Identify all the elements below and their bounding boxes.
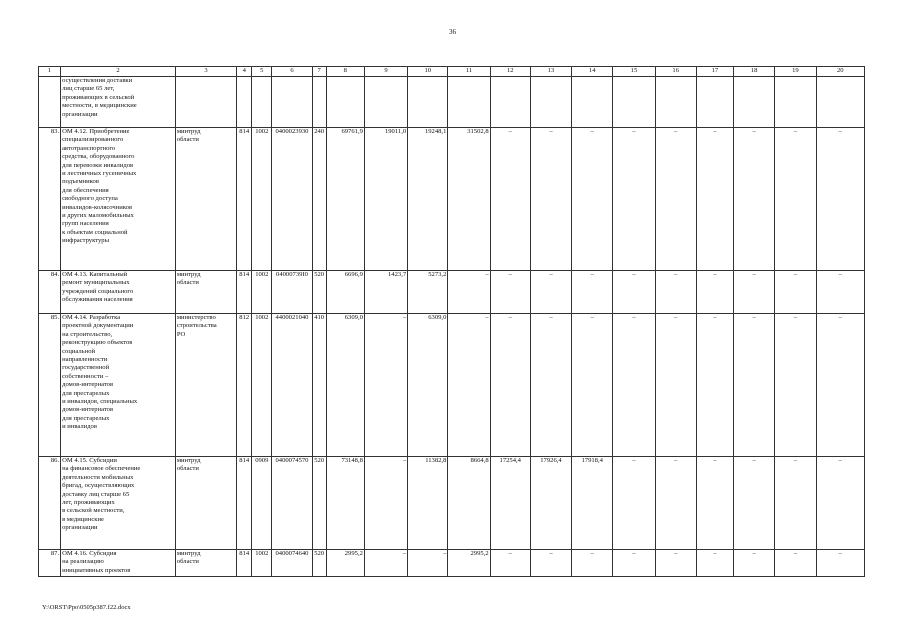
table-cell: – <box>613 271 655 314</box>
table-cell: 814 <box>237 457 252 550</box>
table-cell: – <box>490 550 530 577</box>
table-cell: – <box>408 550 448 577</box>
table-cell: – <box>816 457 865 550</box>
table-cell: 6309,0 <box>408 314 448 457</box>
table-cell: 0400023930 <box>272 128 312 271</box>
header-cell: 16 <box>655 67 696 77</box>
table-cell <box>272 77 312 128</box>
table-row <box>39 77 865 128</box>
table-cell: – <box>530 271 571 314</box>
row-description-cell: ОМ 4.12. Приобретение специализированного автотранспортного средства, оборудованного для перевозки инвалидов и лестничных гусеничных подъемников для обеспечения свободного доступа инвалидов-колясочников и других маломобильных групп населения к объектам социальной инфраструктуры <box>61 128 176 271</box>
header-cell: 11 <box>448 67 490 77</box>
table-cell: – <box>613 550 655 577</box>
budget-table <box>38 66 865 577</box>
table-cell <box>530 77 571 128</box>
table-cell: – <box>448 314 490 457</box>
table-cell: 19011,0 <box>364 128 407 271</box>
table-cell: 520 <box>312 457 326 550</box>
table-cell: минтруд области <box>175 550 236 577</box>
table-cell: 814 <box>237 550 252 577</box>
table-cell: – <box>655 550 696 577</box>
table-cell <box>175 77 236 128</box>
table-cell: министерство строительства РО <box>175 314 236 457</box>
table-cell: 0400074570 <box>272 457 312 550</box>
table-row <box>39 271 865 314</box>
header-cell: 2 <box>61 67 176 77</box>
table-cell: – <box>775 271 816 314</box>
row-description-cell: ОМ 4.16. Субсидия на реализацию инициативных проектов <box>61 550 176 577</box>
header-cell: 4 <box>237 67 252 77</box>
table-cell <box>613 77 655 128</box>
row-description-cell: ОМ 4.14. Разработка проектной документации на строительство, реконструкцию объектов социальной направленности государственной собственности – домов-интернатов для престарелых и инвалидов, специальных домов-интернатов для престарелых и инвалидов <box>61 314 176 457</box>
row-description-cell: ОМ 4.13. Капитальный ремонт муниципальных учреждений социального обслуживания населения <box>61 271 176 314</box>
header-cell: 19 <box>775 67 816 77</box>
table-cell: 73148,8 <box>326 457 364 550</box>
header-cell: 9 <box>364 67 407 77</box>
table-cell: – <box>775 457 816 550</box>
table-cell: минтруд области <box>175 271 236 314</box>
header-cell: 18 <box>734 67 775 77</box>
table-cell: 19248,1 <box>408 128 448 271</box>
table-cell: – <box>775 314 816 457</box>
table-cell: – <box>613 457 655 550</box>
table-cell: – <box>775 128 816 271</box>
table-row <box>39 314 865 457</box>
header-cell: 12 <box>490 67 530 77</box>
header-cell: 14 <box>572 67 613 77</box>
header-cell: 13 <box>530 67 571 77</box>
table-cell: – <box>364 314 407 457</box>
table-cell: 17254,4 <box>490 457 530 550</box>
table-cell <box>326 77 364 128</box>
table-cell: 04000739I0 <box>272 271 312 314</box>
table-cell: 2995,2 <box>448 550 490 577</box>
row-number-cell: 86. <box>39 457 61 550</box>
table-cell: 31502,8 <box>448 128 490 271</box>
row-description-cell: осуществления доставки лиц старше 65 лет, проживающих в сельской местности, в медицинские организации <box>61 77 176 128</box>
table-cell: 17926,4 <box>530 457 571 550</box>
table-cell <box>408 77 448 128</box>
header-cell: 1 <box>39 67 61 77</box>
table-cell: – <box>530 128 571 271</box>
table-cell: – <box>816 271 865 314</box>
table-cell: – <box>530 550 571 577</box>
table-cell: 812 <box>237 314 252 457</box>
table-cell: 0400074640 <box>272 550 312 577</box>
table-cell: 17918,4 <box>572 457 613 550</box>
table-cell: – <box>613 128 655 271</box>
table-cell: 520 <box>312 271 326 314</box>
table-cell: – <box>364 550 407 577</box>
table-cell: – <box>572 128 613 271</box>
header-row <box>39 67 865 77</box>
table-cell: – <box>490 128 530 271</box>
table-cell <box>448 77 490 128</box>
table-cell <box>816 77 865 128</box>
header-cell: 7 <box>312 67 326 77</box>
table-cell: – <box>696 457 733 550</box>
table-cell: – <box>448 271 490 314</box>
table-cell: – <box>696 550 733 577</box>
table-cell: 4400021040 <box>272 314 312 457</box>
table-cell <box>572 77 613 128</box>
table-cell: 814 <box>237 128 252 271</box>
header-cell: 6 <box>272 67 312 77</box>
table-cell: – <box>655 457 696 550</box>
table-cell: – <box>655 128 696 271</box>
table-cell: минтруд области <box>175 457 236 550</box>
table-cell <box>312 77 326 128</box>
table-cell <box>775 77 816 128</box>
table-cell <box>490 77 530 128</box>
table-cell: – <box>734 457 775 550</box>
header-cell: 17 <box>696 67 733 77</box>
table-row <box>39 128 865 271</box>
header-cell: 20 <box>816 67 865 77</box>
table-cell: – <box>734 271 775 314</box>
table-cell: – <box>530 314 571 457</box>
table-cell: 1002 <box>252 128 272 271</box>
table-cell: – <box>816 314 865 457</box>
table-cell: 1423,7 <box>364 271 407 314</box>
table-cell: 5273,2 <box>408 271 448 314</box>
table-cell <box>696 77 733 128</box>
table-cell: – <box>572 271 613 314</box>
table-body <box>39 77 865 577</box>
table-cell: 6309,0 <box>326 314 364 457</box>
table-cell: 1002 <box>252 271 272 314</box>
table-cell: – <box>734 550 775 577</box>
table-cell: 8664,8 <box>448 457 490 550</box>
table-cell: 1002 <box>252 550 272 577</box>
table-cell: 410 <box>312 314 326 457</box>
table-cell: 69761,9 <box>326 128 364 271</box>
table-cell: – <box>696 271 733 314</box>
table-cell: – <box>816 128 865 271</box>
header-cell: 10 <box>408 67 448 77</box>
table-cell: 11382,8 <box>408 457 448 550</box>
table-cell: – <box>734 128 775 271</box>
header-cell: 8 <box>326 67 364 77</box>
table-cell: – <box>613 314 655 457</box>
table-cell <box>237 77 252 128</box>
footer-file-path: Y:\ORST\Ppo\0505p387.f22.docx <box>42 604 131 611</box>
table-cell: 240 <box>312 128 326 271</box>
row-number-cell: 87. <box>39 550 61 577</box>
table-cell: 6696,9 <box>326 271 364 314</box>
table-cell: – <box>655 314 696 457</box>
page-number: 36 <box>449 28 456 36</box>
header-cell: 3 <box>175 67 236 77</box>
row-number-cell: 83. <box>39 128 61 271</box>
table-cell <box>364 77 407 128</box>
table-cell: 520 <box>312 550 326 577</box>
table-cell: – <box>816 550 865 577</box>
row-number-cell: 85. <box>39 314 61 457</box>
table-cell <box>252 77 272 128</box>
table-cell: 0909 <box>252 457 272 550</box>
table-cell: минтруд области <box>175 128 236 271</box>
table-cell: 2995,2 <box>326 550 364 577</box>
row-number-cell: 84. <box>39 271 61 314</box>
table-cell: – <box>490 314 530 457</box>
table-cell: 1002 <box>252 314 272 457</box>
table-cell: 814 <box>237 271 252 314</box>
table-cell: – <box>696 314 733 457</box>
table-cell: – <box>775 550 816 577</box>
table-cell: – <box>572 550 613 577</box>
table-row <box>39 550 865 577</box>
table-cell: – <box>572 314 613 457</box>
row-number-cell <box>39 77 61 128</box>
table-cell: – <box>734 314 775 457</box>
row-description-cell: ОМ 4.15. Субсидии на финансовое обеспечение деятельности мобильных бригад, осуществляющих доставку лиц старше 65 лет, проживающих в сельской местности, в медицинские организации <box>61 457 176 550</box>
table-cell: – <box>490 271 530 314</box>
table-cell: – <box>364 457 407 550</box>
header-cell: 5 <box>252 67 272 77</box>
table-cell <box>655 77 696 128</box>
header-cell: 15 <box>613 67 655 77</box>
table-cell <box>734 77 775 128</box>
table-cell: – <box>655 271 696 314</box>
table-cell: – <box>696 128 733 271</box>
table-row <box>39 457 865 550</box>
